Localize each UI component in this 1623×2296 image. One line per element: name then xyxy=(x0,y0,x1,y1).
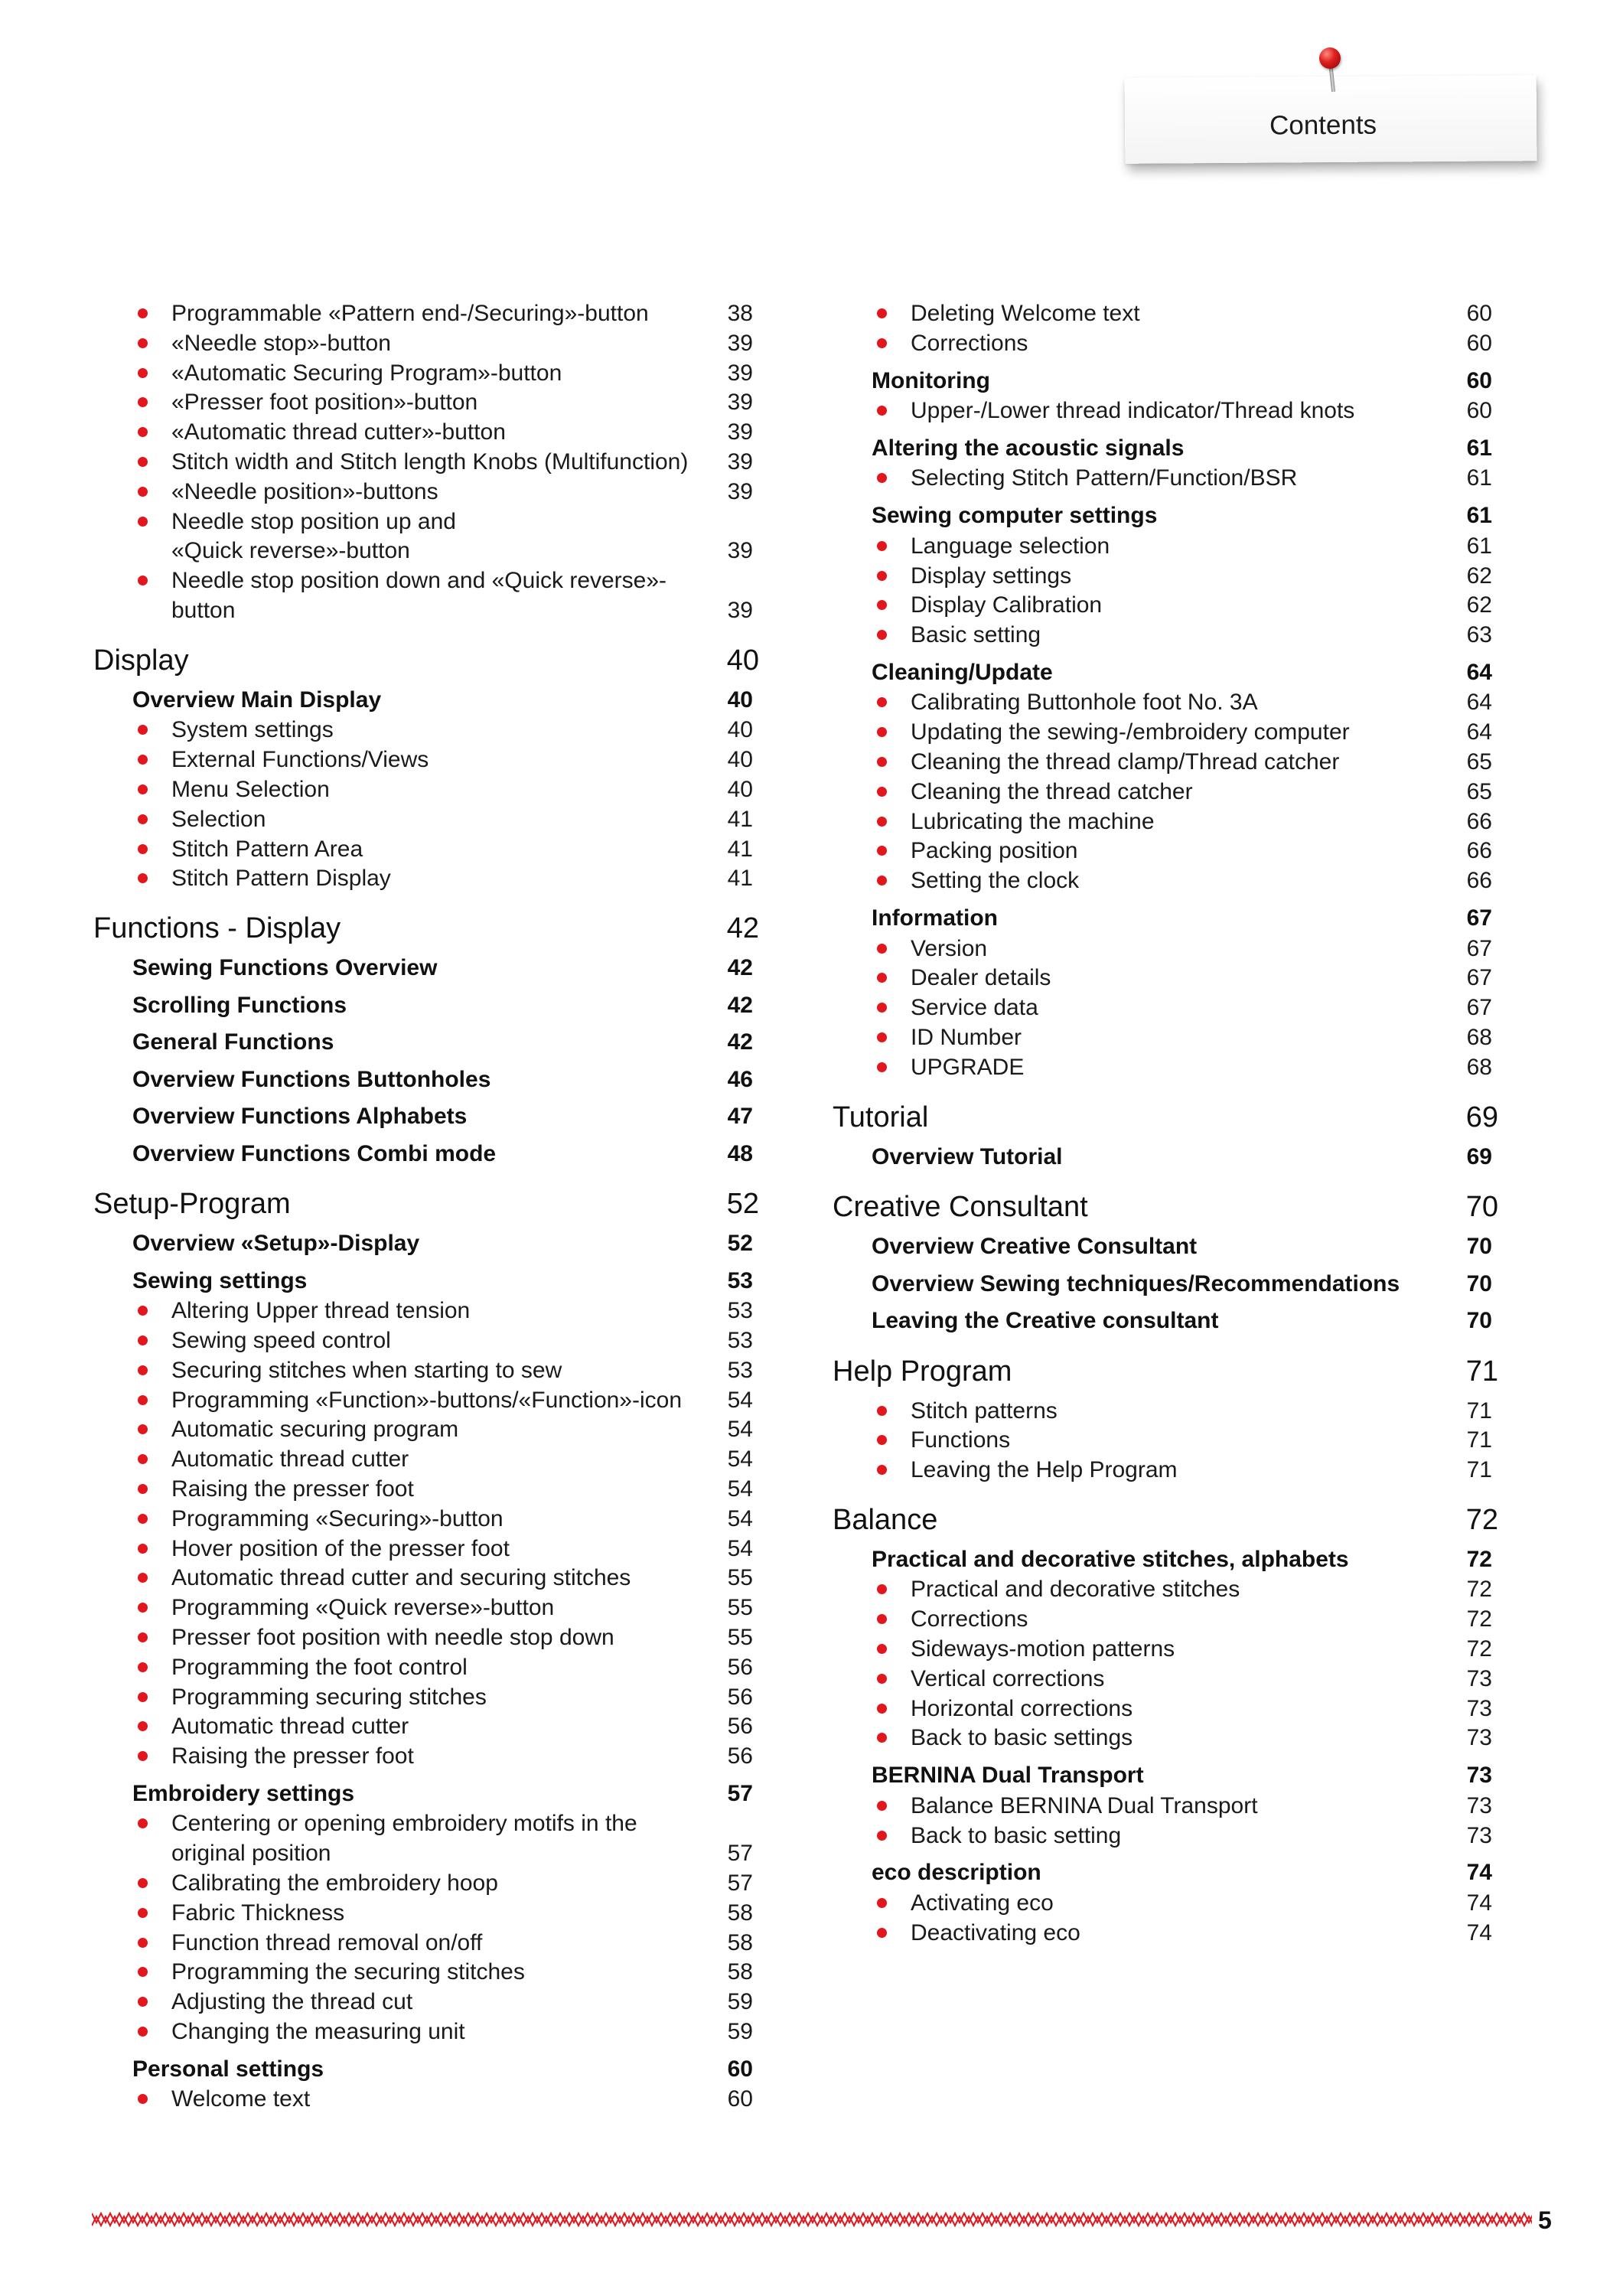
toc-entry-title: Embroidery settings xyxy=(132,1780,355,1806)
bullet-icon xyxy=(877,571,887,581)
bullet-icon xyxy=(877,308,887,318)
toc-entry-title: BERNINA Dual Transport xyxy=(872,1763,1144,1789)
toc-entry-page: 74 xyxy=(1466,1890,1492,1916)
toc-entry-page: 61 xyxy=(1466,435,1492,461)
toc-entry-page: 56 xyxy=(727,1684,753,1710)
toc-entry-page: 73 xyxy=(1466,1725,1492,1751)
toc-entry-title: Needle stop position up and xyxy=(171,508,456,534)
toc-entry-page: 59 xyxy=(727,2019,753,2044)
bullet-icon xyxy=(877,1406,887,1416)
bullet-icon xyxy=(877,973,887,983)
toc-entry-title: Monitoring xyxy=(872,367,990,393)
toc-entry-title: Sewing computer settings xyxy=(872,503,1158,529)
toc-entry-page: 58 xyxy=(727,1900,753,1926)
bullet-icon xyxy=(877,1614,887,1624)
toc-entry-title: Fabric Thickness xyxy=(171,1900,345,1926)
bullet-icon xyxy=(877,1928,887,1938)
toc-entry-title: Service data xyxy=(911,995,1038,1021)
toc-entry-page: 41 xyxy=(727,806,753,832)
toc-entry-title: Corrections xyxy=(911,1606,1028,1632)
bullet-icon xyxy=(138,1514,148,1524)
bullet-icon xyxy=(138,1751,148,1761)
toc-entry-title: Lubricating the machine xyxy=(911,808,1155,834)
toc-entry-page: 40 xyxy=(726,644,759,677)
toc-entry-page: 55 xyxy=(727,1624,753,1650)
toc-entry-page: 54 xyxy=(727,1535,753,1561)
toc-entry-page: 57 xyxy=(727,1780,753,1806)
toc-entry-title: Changing the measuring unit xyxy=(171,2019,465,2044)
bullet-icon xyxy=(138,576,148,585)
bullet-icon xyxy=(138,1721,148,1731)
toc-entry-title: Overview Main Display xyxy=(132,687,382,713)
toc-entry-title: Leaving the Help Program xyxy=(911,1457,1178,1483)
toc-entry-title: Calibrating the embroidery hoop xyxy=(171,1870,498,1896)
toc-entry-title: «Automatic Securing Program»-button xyxy=(171,360,562,386)
toc-entry-page: 58 xyxy=(727,1929,753,1955)
toc-entry-title: Overview Sewing techniques/Recommendations xyxy=(872,1270,1400,1296)
toc-entry-page: 67 xyxy=(1466,995,1492,1021)
toc-entry-title: Sewing speed control xyxy=(171,1327,391,1353)
toc-entry-page: 52 xyxy=(727,1231,753,1257)
toc-entry-title: «Needle stop»-button xyxy=(171,330,391,356)
toc-entry-page: 68 xyxy=(1466,1054,1492,1080)
toc-entry-title: Balance BERNINA Dual Transport xyxy=(911,1792,1258,1818)
toc-entry-title: Setting the clock xyxy=(911,868,1080,894)
toc-entry-page: 47 xyxy=(727,1104,753,1130)
toc-entry-page: 52 xyxy=(726,1188,759,1221)
bullet-icon xyxy=(138,1336,148,1345)
toc-entry-title: Language selection xyxy=(911,533,1110,559)
toc-entry-page: 38 xyxy=(727,301,753,326)
toc-entry-title: Updating the sewing-/embroidery computer xyxy=(911,719,1350,745)
bullet-icon xyxy=(138,725,148,735)
toc-entry-title: Programming the securing stitches xyxy=(171,1959,525,1985)
toc-entry-page: 58 xyxy=(727,1959,753,1985)
toc-entry-page: 56 xyxy=(727,1743,753,1769)
toc-entry-title: Presser foot position with needle stop down xyxy=(171,1624,614,1650)
bullet-icon xyxy=(877,1801,887,1811)
bullet-icon xyxy=(138,368,148,378)
toc-entry-title: Overview «Setup»-Display xyxy=(132,1231,420,1257)
toc-entry-title: «Quick reverse»-button xyxy=(171,538,410,564)
toc-entry-title: Programmable «Pattern end-/Securing»-button xyxy=(171,301,649,326)
toc-entry-page: 64 xyxy=(1466,690,1492,716)
bullet-icon xyxy=(138,308,148,318)
toc-entry-title: Programming «Quick reverse»-button xyxy=(171,1595,555,1621)
bullet-icon xyxy=(138,1662,148,1672)
toc-entry-page: 57 xyxy=(727,1870,753,1896)
toc-entry-title: Help Program xyxy=(833,1355,1012,1388)
toc-entry-page: 66 xyxy=(1466,868,1492,894)
toc-entry-page: 72 xyxy=(1466,1546,1492,1572)
bullet-icon xyxy=(877,1435,887,1445)
toc-entry-page: 60 xyxy=(727,2086,753,2112)
toc-entry-page: 48 xyxy=(727,1140,753,1166)
toc-entry-title: Cleaning the thread catcher xyxy=(911,778,1193,804)
toc-entry-title: Functions xyxy=(911,1427,1011,1453)
toc-entry-title: Personal settings xyxy=(132,2056,324,2082)
toc-entry-page: 70 xyxy=(1466,1308,1492,1333)
toc-entry-page: 42 xyxy=(727,955,753,981)
page-number: 5 xyxy=(1538,2206,1552,2234)
toc-entry-title: Cleaning the thread clamp/Thread catcher xyxy=(911,749,1340,775)
bullet-icon xyxy=(138,397,148,407)
toc-entry-title: Programming «Securing»-button xyxy=(171,1505,504,1531)
toc-entry-title: «Presser foot position»-button xyxy=(171,390,478,416)
bullet-icon xyxy=(138,1365,148,1375)
toc-entry-title: Hover position of the presser foot xyxy=(171,1535,510,1561)
toc-entry-title: Creative Consultant xyxy=(833,1191,1088,1223)
bullet-icon xyxy=(138,2027,148,2037)
toc-entry-page: 60 xyxy=(1466,398,1492,424)
toc-entry-title: Deactivating eco xyxy=(911,1919,1080,1945)
toc-entry-title: Needle stop position down and «Quick reverse»- xyxy=(171,568,667,594)
contents-tab-label: Contents xyxy=(1269,109,1377,141)
toc-entry-page: 64 xyxy=(1466,659,1492,685)
bullet-icon xyxy=(877,1032,887,1042)
toc-entry-title: Scrolling Functions xyxy=(132,992,347,1018)
pushpin-icon xyxy=(1319,47,1341,69)
toc-entry-page: 39 xyxy=(727,598,753,623)
toc-entry-title: Corrections xyxy=(911,330,1028,356)
bullet-icon xyxy=(138,517,148,527)
toc-entry-page: 72 xyxy=(1466,1636,1492,1662)
toc-entry-page: 66 xyxy=(1466,838,1492,864)
bullet-icon xyxy=(138,1878,148,1888)
toc-entry-page: 55 xyxy=(727,1595,753,1621)
bullet-icon xyxy=(877,541,887,551)
bullet-icon xyxy=(138,1603,148,1613)
bullet-icon xyxy=(138,755,148,765)
bullet-icon xyxy=(877,757,887,767)
toc-entry-title: original position xyxy=(171,1841,331,1867)
bullet-icon xyxy=(877,1674,887,1684)
toc-entry-title: Display settings xyxy=(911,563,1072,589)
toc-entry-page: 66 xyxy=(1466,808,1492,834)
toc-entry-page: 63 xyxy=(1466,622,1492,648)
bullet-icon xyxy=(877,473,887,483)
toc-entry-page: 72 xyxy=(1466,1577,1492,1603)
toc-entry-title: Tutorial xyxy=(833,1101,929,1133)
toc-entry-page: 60 xyxy=(1466,367,1492,393)
toc-entry-title: Leaving the Creative consultant xyxy=(872,1308,1219,1333)
toc-entry-page: 56 xyxy=(727,1714,753,1740)
bullet-icon xyxy=(877,630,887,640)
toc-entry-page: 73 xyxy=(1466,1822,1492,1848)
bullet-icon xyxy=(877,697,887,707)
toc-entry-page: 69 xyxy=(1466,1143,1492,1169)
bullet-icon xyxy=(138,1306,148,1316)
toc-entry-title: Basic setting xyxy=(911,622,1041,648)
bullet-icon xyxy=(138,1573,148,1583)
bullet-icon xyxy=(877,817,887,827)
toc-entry-title: Automatic thread cutter and securing stitches xyxy=(171,1565,631,1591)
toc-entry-title: Automatic thread cutter xyxy=(171,1714,409,1740)
toc-entry-title: Stitch Pattern Display xyxy=(171,866,391,892)
bullet-icon xyxy=(138,1692,148,1702)
toc-entry-page: 39 xyxy=(727,330,753,356)
toc-entry-title: button xyxy=(171,598,236,623)
toc-entry-page: 61 xyxy=(1466,533,1492,559)
bullet-icon xyxy=(138,1544,148,1554)
toc-entry-page: 70 xyxy=(1465,1191,1498,1223)
toc-entry-title: Balance xyxy=(833,1503,938,1536)
toc-entry-title: Upper-/Lower thread indicator/Thread knots xyxy=(911,398,1355,424)
bullet-icon xyxy=(877,876,887,885)
toc-entry-title: Programming the foot control xyxy=(171,1654,468,1680)
toc-entry-page: 40 xyxy=(727,687,753,713)
toc-entry-title: Vertical corrections xyxy=(911,1665,1105,1691)
toc-entry-page: 67 xyxy=(1466,965,1492,991)
toc-entry-title: Packing position xyxy=(911,838,1078,864)
bullet-icon xyxy=(877,1465,887,1475)
toc-entry-title: Selection xyxy=(171,806,266,832)
toc-entry-title: Securing stitches when starting to sew xyxy=(171,1357,562,1383)
toc-entry-title: Calibrating Buttonhole foot No. 3A xyxy=(911,690,1258,716)
toc-entry-title: System settings xyxy=(171,717,334,743)
toc-entry-page: 71 xyxy=(1466,1427,1492,1453)
toc-entry-title: Overview Functions Combi mode xyxy=(132,1140,497,1166)
bullet-icon xyxy=(138,1424,148,1434)
toc-entry-title: Function thread removal on/off xyxy=(171,1929,483,1955)
toc-entry-page: 42 xyxy=(727,1029,753,1055)
toc-entry-title: Information xyxy=(872,905,998,931)
bullet-icon xyxy=(138,873,148,883)
toc-entry-title: Stitch patterns xyxy=(911,1397,1058,1424)
toc-entry-title: Deleting Welcome text xyxy=(911,301,1140,326)
toc-entry-title: «Automatic thread cutter»-button xyxy=(171,419,506,445)
toc-entry-title: Display xyxy=(93,644,189,677)
toc-entry-page: 39 xyxy=(727,419,753,445)
toc-entry-page: 39 xyxy=(727,449,753,475)
toc-entry-title: Overview Tutorial xyxy=(872,1143,1063,1169)
toc-entry-page: 39 xyxy=(727,538,753,564)
toc-entry-page: 60 xyxy=(1466,330,1492,356)
bullet-icon xyxy=(877,1003,887,1013)
toc-entry-title: Horizontal corrections xyxy=(911,1695,1133,1721)
toc-entry-page: 73 xyxy=(1466,1665,1492,1691)
toc-entry-page: 65 xyxy=(1466,778,1492,804)
toc-entry-title: Centering or opening embroidery motifs in the xyxy=(171,1811,637,1837)
toc-entry-page: 73 xyxy=(1466,1695,1492,1721)
zigzag-border-decoration xyxy=(92,2210,1532,2229)
toc-entry-page: 40 xyxy=(727,747,753,773)
bullet-icon xyxy=(877,1062,887,1072)
toc-entry-page: 61 xyxy=(1466,503,1492,529)
toc-entry-title: Back to basic settings xyxy=(911,1725,1133,1751)
bullet-icon xyxy=(877,406,887,416)
bullet-icon xyxy=(877,1733,887,1743)
toc-entry-page: 53 xyxy=(727,1357,753,1383)
toc-entry-page: 61 xyxy=(1466,465,1492,491)
toc-entry-title: Display Calibration xyxy=(911,592,1103,618)
toc-entry-page: 53 xyxy=(727,1298,753,1324)
bullet-icon xyxy=(877,787,887,797)
toc-entry-title: Overview Functions Alphabets xyxy=(132,1104,468,1130)
toc-entry-title: Programming «Function»-buttons/«Function»-icon xyxy=(171,1387,683,1413)
toc-entry-title: UPGRADE xyxy=(911,1054,1025,1080)
toc-entry-page: 54 xyxy=(727,1387,753,1413)
toc-entry-title: Dealer details xyxy=(911,965,1051,991)
toc-entry-page: 46 xyxy=(727,1066,753,1092)
toc-entry-title: Raising the presser foot xyxy=(171,1743,414,1769)
toc-entry-page: 73 xyxy=(1466,1792,1492,1818)
toc-entry-page: 74 xyxy=(1466,1860,1492,1886)
toc-entry-page: 62 xyxy=(1466,563,1492,589)
toc-entry-page: 60 xyxy=(727,2056,753,2082)
toc-entry-title: Activating eco xyxy=(911,1890,1054,1916)
bullet-icon xyxy=(138,1632,148,1642)
bullet-icon xyxy=(877,1898,887,1908)
bullet-icon xyxy=(877,1704,887,1714)
toc-entry-title: Programming securing stitches xyxy=(171,1684,487,1710)
toc-entry-page: 64 xyxy=(1466,719,1492,745)
bullet-icon xyxy=(877,600,887,610)
toc-entry-title: Altering Upper thread tension xyxy=(171,1298,471,1324)
toc-entry-title: Practical and decorative stitches, alphabets xyxy=(872,1546,1349,1572)
bullet-icon xyxy=(138,1967,148,1977)
toc-entry-title: Sewing settings xyxy=(132,1267,308,1293)
bullet-icon xyxy=(877,1831,887,1841)
toc-entry-page: 54 xyxy=(727,1505,753,1531)
toc-entry-page: 53 xyxy=(727,1327,753,1353)
toc-entry-page: 40 xyxy=(727,776,753,802)
toc-entry-page: 42 xyxy=(727,992,753,1018)
toc-entry-title: External Functions/Views xyxy=(171,747,429,773)
toc-entry-page: 59 xyxy=(727,1989,753,2015)
toc-entry-page: 71 xyxy=(1465,1355,1498,1388)
toc-entry-title: Back to basic setting xyxy=(911,1822,1122,1848)
toc-entry-page: 41 xyxy=(727,866,753,892)
toc-entry-page: 54 xyxy=(727,1446,753,1473)
toc-entry-title: Automatic thread cutter xyxy=(171,1446,409,1473)
toc-entry-title: Altering the acoustic signals xyxy=(872,435,1185,461)
toc-entry-page: 70 xyxy=(1466,1270,1492,1296)
bullet-icon xyxy=(138,814,148,824)
toc-entry-page: 68 xyxy=(1466,1024,1492,1050)
bullet-icon xyxy=(138,457,148,467)
bullet-icon xyxy=(138,1484,148,1494)
toc-entry-title: Sideways-motion patterns xyxy=(911,1636,1175,1662)
toc-entry-title: eco description xyxy=(872,1860,1041,1886)
toc-entry-page: 53 xyxy=(727,1267,753,1293)
bullet-icon xyxy=(138,1938,148,1948)
toc-entry-page: 73 xyxy=(1466,1763,1492,1789)
toc-entry-title: Overview Creative Consultant xyxy=(872,1234,1198,1259)
toc-entry-page: 74 xyxy=(1466,1919,1492,1945)
bullet-icon xyxy=(138,1395,148,1405)
toc-entry-page: 56 xyxy=(727,1654,753,1680)
toc-entry-page: 39 xyxy=(727,390,753,416)
toc-entry-page: 70 xyxy=(1466,1234,1492,1259)
toc-entry-title: General Functions xyxy=(132,1029,334,1055)
toc-entry-title: Functions - Display xyxy=(93,912,341,945)
toc-entry-title: Setup-Program xyxy=(93,1188,291,1221)
toc-entry-page: 41 xyxy=(727,836,753,862)
toc-entry-title: Menu Selection xyxy=(171,776,330,802)
toc-entry-page: 71 xyxy=(1466,1397,1492,1424)
toc-entry-title: Adjusting the thread cut xyxy=(171,1989,413,2015)
bullet-icon xyxy=(877,338,887,348)
bullet-icon xyxy=(877,727,887,737)
bullet-icon xyxy=(138,1997,148,2007)
toc-entry-page: 60 xyxy=(1466,301,1492,326)
toc-entry-page: 54 xyxy=(727,1417,753,1443)
toc-entry-title: Welcome text xyxy=(171,2086,311,2112)
toc-entry-page: 67 xyxy=(1466,935,1492,961)
toc-entry-title: Version xyxy=(911,935,988,961)
toc-entry-page: 72 xyxy=(1466,1606,1492,1632)
toc-entry-page: 39 xyxy=(727,478,753,504)
toc-entry-title: Cleaning/Update xyxy=(872,659,1053,685)
toc-entry-page: 62 xyxy=(1466,592,1492,618)
bullet-icon xyxy=(138,1908,148,1918)
toc-entry-page: 39 xyxy=(727,360,753,386)
toc-entry-title: Practical and decorative stitches xyxy=(911,1577,1240,1603)
bullet-icon xyxy=(138,338,148,348)
toc-entry-page: 42 xyxy=(726,912,759,945)
toc-entry-page: 57 xyxy=(727,1841,753,1867)
bullet-icon xyxy=(877,1644,887,1654)
bullet-icon xyxy=(138,1454,148,1464)
toc-entry-title: Overview Functions Buttonholes xyxy=(132,1066,491,1092)
toc-entry-title: Raising the presser foot xyxy=(171,1476,414,1502)
bullet-icon xyxy=(138,427,148,437)
toc-entry-page: 40 xyxy=(727,717,753,743)
bullet-icon xyxy=(138,844,148,854)
bullet-icon xyxy=(138,1818,148,1828)
bullet-icon xyxy=(877,944,887,954)
toc-entry-title: Automatic securing program xyxy=(171,1417,459,1443)
toc-entry-title: Stitch Pattern Area xyxy=(171,836,363,862)
toc-entry-page: 65 xyxy=(1466,749,1492,775)
toc-entry-page: 72 xyxy=(1465,1503,1498,1536)
bullet-icon xyxy=(138,2094,148,2104)
toc-entry-page: 69 xyxy=(1465,1101,1498,1133)
toc-entry-page: 55 xyxy=(727,1565,753,1591)
bullet-icon xyxy=(138,487,148,497)
toc-entry-page: 71 xyxy=(1466,1457,1492,1483)
toc-entry-page: 67 xyxy=(1466,905,1492,931)
toc-entry-title: Stitch width and Stitch length Knobs (Multifunction) xyxy=(171,449,689,475)
toc-entry-title: Sewing Functions Overview xyxy=(132,955,438,981)
toc-entry-title: ID Number xyxy=(911,1024,1022,1050)
bullet-icon xyxy=(138,784,148,794)
toc-entry-page: 54 xyxy=(727,1476,753,1502)
toc-entry-title: Selecting Stitch Pattern/Function/BSR xyxy=(911,465,1298,491)
bullet-icon xyxy=(877,846,887,856)
bullet-icon xyxy=(877,1584,887,1594)
toc-entry-title: «Needle position»-buttons xyxy=(171,478,438,504)
